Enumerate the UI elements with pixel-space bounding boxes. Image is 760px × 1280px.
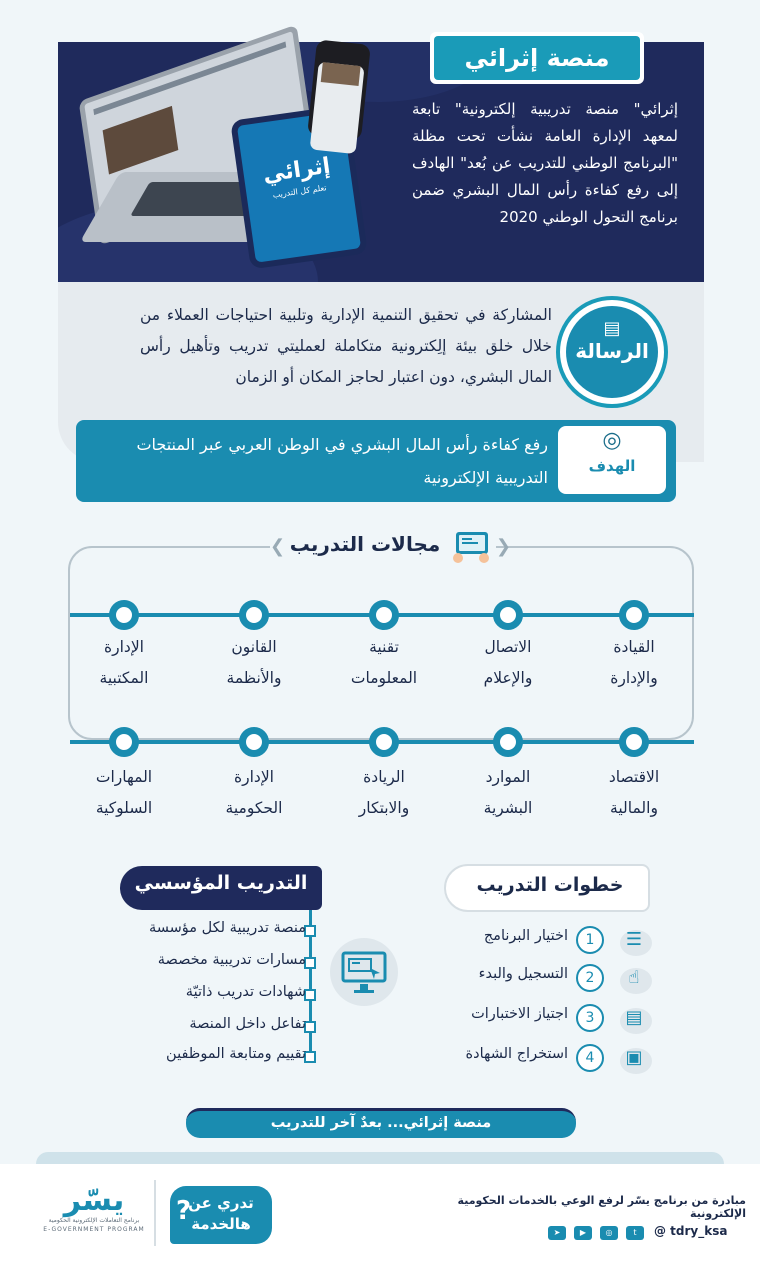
field-label	[59, 632, 189, 694]
step-row	[440, 924, 660, 958]
hero-title-badge	[430, 32, 644, 84]
field-label-line1: الاتصال	[484, 638, 532, 656]
step-number: 4	[576, 1044, 604, 1072]
initiative-text: مبادرة من برنامج يسّر لرفع الوعي بالخدمات الحكومية الإلكترونية	[457, 1194, 746, 1220]
field-label-line2: والإدارة	[610, 669, 658, 687]
field-node	[109, 727, 139, 757]
field-node	[239, 600, 269, 630]
field-node	[369, 600, 399, 630]
tdry-logo-line1: تدري عن	[188, 1194, 254, 1212]
field-label-line2: المكتبية	[99, 669, 149, 687]
field-label	[319, 632, 449, 694]
field-node	[239, 727, 269, 757]
monitor-icon	[340, 948, 388, 996]
phone-illustration	[307, 39, 371, 140]
corporate-item: تقييم ومتابعة الموظفين	[166, 1046, 306, 1062]
hero-description: إثرائي" منصة تدريبية إلكترونية" تابعة لمعهد الإدارة العامة نشأت تحت مظلة "البرنامج الوطني للتدريب عن بُعد" الهادف إلى رفع كفاءة رأس المال البشري ضمن برنامج التحول الوطني 2020	[412, 100, 678, 226]
document-icon: ▤	[612, 1002, 656, 1034]
field-label-line1: الإدارة	[234, 768, 274, 786]
chevron-left-icon: ❮	[496, 536, 512, 557]
instagram-icon[interactable]: ◎	[600, 1226, 618, 1240]
goal-badge	[558, 426, 666, 494]
message-label: الرسالة	[575, 339, 649, 363]
tablet-subtitle: تعلم كل التدريب	[272, 183, 328, 200]
yesser-logo-subtitle: برنامج التعاملات الإلكترونية الحكومية	[48, 1217, 140, 1224]
steps-title: خطوات التدريب	[476, 874, 624, 896]
field-node	[109, 600, 139, 630]
hero-title: منصة إثرائي	[434, 36, 640, 80]
field-label	[569, 632, 699, 694]
twitter-icon[interactable]: t	[626, 1226, 644, 1240]
slogan-text: منصة إثرائي... بعدٌ آخر للتدريب	[270, 1115, 492, 1131]
step-number: 1	[576, 926, 604, 954]
field-label-line2: المعلومات	[350, 669, 418, 687]
field-label-line2: البشرية	[483, 799, 533, 817]
field-label-line2: الحكومية	[225, 799, 283, 817]
field-node	[493, 727, 523, 757]
list-icon: ☰	[612, 924, 656, 956]
step-row	[440, 1042, 660, 1076]
step-label: اجتياز الاختبارات	[471, 1006, 568, 1022]
footer-divider	[154, 1180, 156, 1246]
field-label	[189, 762, 319, 824]
web-window-icon: ▤	[603, 318, 621, 339]
message-badge	[556, 296, 668, 408]
step-number: 3	[576, 1004, 604, 1032]
yesser-logo	[40, 1183, 148, 1233]
step-row	[440, 962, 660, 996]
corporate-item: مسارات تدريبية مخصصة	[157, 952, 306, 968]
yesser-logo-arabic: يسّر	[63, 1183, 125, 1218]
corporate-item: شهادات تدريب ذاتيّة	[185, 984, 306, 1000]
field-node	[493, 600, 523, 630]
fields-title: مجالات التدريب	[289, 532, 441, 556]
step-label: التسجيل والبدء	[478, 966, 568, 982]
field-label	[569, 762, 699, 824]
field-label-line2: السلوكية	[95, 799, 153, 817]
step-number: 2	[576, 964, 604, 992]
corporate-item: منصة تدريبية لكل مؤسسة	[148, 920, 306, 936]
field-label-line1: الريادة	[363, 768, 405, 786]
field-label-line1: المهارات	[95, 768, 153, 786]
message-text: المشاركة في تحقيق التنمية الإدارية وتلبية احتياجات العملاء من خلال خلق بيئة إلِكترونية متكاملة لعمليتي تدريب وتأهيل رأس المال البشري، دون اعتبار لحاجز المكان أو الزمان	[140, 306, 552, 386]
tablet-logo: إثرائي	[261, 153, 332, 188]
field-label-line1: القيادة	[613, 638, 655, 656]
field-label	[59, 762, 189, 824]
chevron-right-icon: ❯	[270, 536, 286, 557]
telegram-icon[interactable]: ➤	[548, 1226, 566, 1240]
question-mark-icon: ?	[176, 1196, 192, 1226]
field-label-line2: والإعلام	[483, 669, 533, 687]
field-label	[189, 632, 319, 694]
field-label-line1: الإدارة	[104, 638, 144, 656]
field-label	[443, 632, 573, 694]
goal-text: رفع كفاءة رأس المال البشري في الوطن العربي عبر المنتجات التدريبية الإلكترونية	[136, 435, 548, 487]
field-label	[319, 762, 449, 824]
youtube-icon[interactable]: ▶	[574, 1226, 592, 1240]
step-label: اختيار البرنامج	[483, 928, 568, 944]
field-label	[443, 762, 573, 824]
field-label-line1: تقنية	[369, 638, 399, 656]
field-label-line2: والابتكار	[358, 799, 410, 817]
field-label-line2: والأنظمة	[226, 669, 282, 687]
field-node	[619, 600, 649, 630]
field-node	[619, 727, 649, 757]
step-row	[440, 1002, 660, 1036]
field-label-line1: الاقتصاد	[608, 768, 660, 786]
certificate-icon: ▣	[612, 1042, 656, 1074]
target-icon: ◎	[602, 428, 622, 453]
corporate-item: تفاعل داخل المنصة	[189, 1016, 306, 1032]
field-label-line1: الموارد	[485, 768, 531, 786]
corporate-title: التدريب المؤسسي	[134, 872, 308, 894]
step-label: استخراج الشهادة	[465, 1046, 568, 1062]
pointer-hand-icon: ☝	[612, 962, 656, 994]
tdry-logo-line2: هالخدمة	[191, 1215, 251, 1233]
field-label-line1: القانون	[231, 638, 277, 656]
social-handle[interactable]: @ tdry_ksa	[654, 1224, 728, 1238]
goal-label: الهدف	[588, 457, 636, 475]
field-label-line2: والمالية	[610, 799, 658, 817]
field-node	[369, 727, 399, 757]
yesser-logo-english: E-GOVERNMENT PROGRAM	[43, 1226, 145, 1233]
